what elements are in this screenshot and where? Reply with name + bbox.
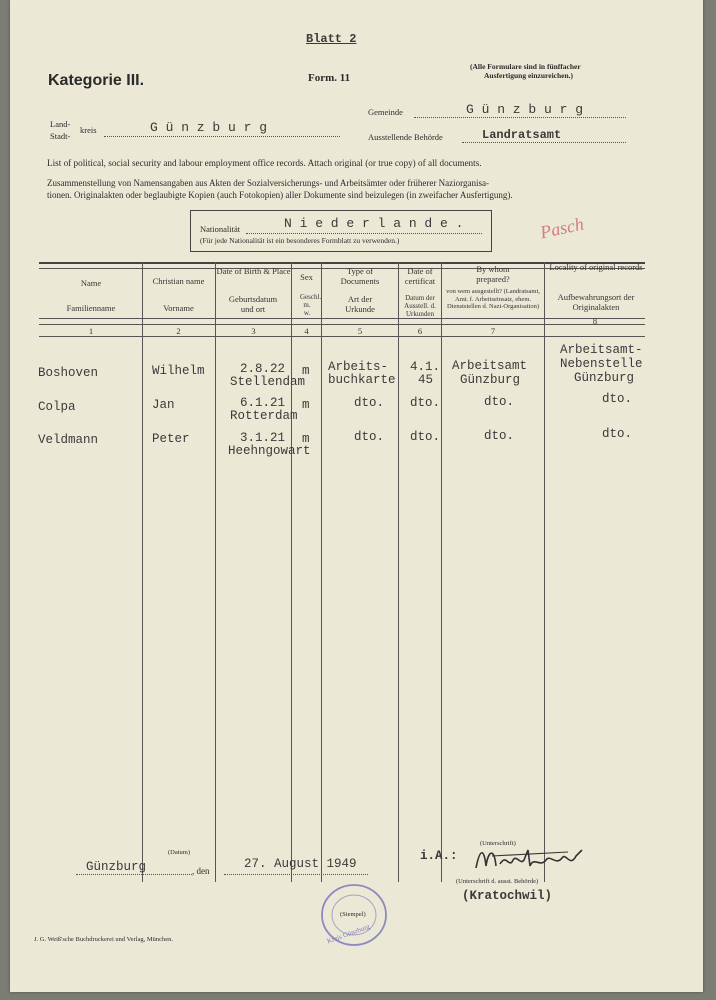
form-number: Form. 11 [308, 72, 351, 84]
stamp-text: Kreis Günzburg [325, 922, 371, 946]
col-first-de: Vorname [163, 303, 194, 313]
submission-note-2: Ausfertigung einzureichen.) [484, 71, 574, 80]
red-handwritten-mark: Pasch [538, 213, 586, 243]
row1-name: Boshoven [38, 366, 99, 380]
signature-subcaption: (Unterschrift d. ausst. Behörde) [456, 878, 539, 885]
row3-loc: dto. [602, 427, 633, 441]
row3-sex: m [302, 432, 310, 446]
row2-doc: dto. [354, 396, 385, 410]
col-locality-de: Aufbewahrungsort der Originalakten [557, 292, 635, 312]
col-date-num: 6 [417, 326, 423, 336]
row2-by: dto. [484, 395, 515, 409]
col-first-num: 2 [176, 326, 181, 336]
col-locality-num: 8 [592, 316, 598, 326]
col-sex-de: Geschl. m. w. [300, 293, 322, 317]
row2-birth-place: Rotterdam [230, 409, 298, 423]
col-date-de: Datum der Ausstell. d. Urkunden [404, 294, 436, 318]
row1-loc-1: Arbeitsamt- [560, 343, 643, 357]
row1-by-2: Günzburg [460, 373, 521, 387]
footer-ia: i.A.: [420, 849, 458, 863]
row3-by: dto. [484, 429, 515, 443]
footer-date: 27. August 1949 [244, 857, 357, 871]
row1-first: Wilhelm [152, 364, 205, 378]
behoerde-value: Landratsamt [482, 128, 562, 142]
col-first-en: Christian name [152, 276, 205, 286]
col-type-de: Art der Urkunde [345, 294, 375, 314]
row3-date: dto. [410, 430, 441, 444]
row2-sex: m [302, 398, 310, 412]
stamp-caption: (Stempel) [340, 911, 366, 918]
signer-name: (Kratochwil) [462, 889, 553, 903]
row2-name: Colpa [38, 400, 76, 414]
row2-date: dto. [410, 396, 441, 410]
row3-birth-date: 3.1.21 [240, 431, 286, 445]
col-type-num: 5 [357, 326, 363, 336]
col-type-en: Type of Documents [340, 266, 380, 286]
row2-loc: dto. [602, 392, 633, 406]
nationality-label: Nationalität [200, 224, 241, 234]
col-by-de: von wem ausgestellt? (Landratsamt, Amt. f. Arbeitseinsatz, ehem. Dienststellen d. Nazi-Organisation) [446, 288, 540, 310]
footer-den: , den [192, 866, 210, 876]
row3-doc: dto. [354, 430, 385, 444]
signature-caption: (Unterschrift) [480, 840, 516, 847]
gemeinde-label: Gemeinde [368, 107, 403, 117]
stadt-label: Stadt- [50, 131, 71, 141]
row1-date-2: 45 [418, 373, 434, 387]
behoerde-label: Ausstellende Behörde [368, 132, 443, 142]
intro-english: List of political, social security and labour employment office records. Attach original (or true copy) of all documents. [47, 158, 482, 168]
row1-loc-2: Nebenstelle [560, 357, 643, 371]
col-birth-num: 3 [251, 326, 256, 336]
row1-birth-date: 2.8.22 [240, 362, 286, 376]
row1-loc-3: Günzburg [574, 371, 635, 385]
col-birth-en: Date of Birth & Place [216, 266, 291, 276]
intro-german-1: Zusammenstellung von Namensangaben aus Akten der Sozialversicherungs- und Arbeitsämter oder früherer Naziorganisa- [47, 178, 489, 188]
row1-date-1: 4.1. [410, 360, 441, 374]
col-locality-en: Locality of original records [549, 262, 643, 272]
row1-doc-2: buchkarte [328, 373, 396, 387]
col-name-num: 1 [88, 326, 94, 336]
kreis-label: kreis [80, 125, 97, 135]
col-sex-num: 4 [304, 326, 309, 336]
row2-birth-date: 6.1.21 [240, 396, 286, 410]
col-by-num: 7 [490, 326, 496, 336]
category-title: Kategorie III. [48, 72, 145, 89]
land-label: Land- [50, 119, 71, 129]
sheet-number: Blatt 2 [306, 32, 357, 46]
row1-sex: m [302, 364, 310, 378]
row1-doc-1: Arbeits- [328, 360, 389, 374]
printer-credit: J. G. Weiß'sche Buchdruckerei und Verlag, München. [34, 936, 174, 943]
handwritten-signature [472, 842, 592, 876]
col-by-en: By whom prepared? [476, 264, 510, 284]
col-date-en: Date of certificat [404, 266, 436, 286]
intro-german-2: tionen. Originalakten oder beglaubigte Kopien (auch Fotokopien) aller Dokumente sind beizulegen (in zweifacher Ausfertigung). [47, 190, 513, 200]
date-caption: (Datum) [168, 849, 191, 856]
footer-place: Günzburg [86, 860, 147, 874]
row3-birth-place: Heehngowart [228, 444, 311, 458]
row1-birth-place: Stellendam [230, 375, 306, 389]
row1-by-1: Arbeitsamt [452, 359, 528, 373]
document-page [10, 0, 703, 992]
row2-first: Jan [152, 398, 175, 412]
col-birth-de: Geburtsdatum und ort [228, 294, 278, 314]
submission-note-1: (Alle Formulare sind in fünffacher [470, 62, 581, 71]
nationality-value: N i e d e r l a n d e . [284, 216, 464, 231]
col-sex-en: Sex [300, 272, 313, 282]
row3-first: Peter [152, 432, 190, 446]
col-name-en: Name [80, 278, 102, 288]
row3-name: Veldmann [38, 433, 99, 447]
nationality-note: (Für jede Nationalität ist ein besonderes Formblatt zu verwenden.) [200, 236, 400, 245]
col-name-de: Familienname [66, 303, 116, 313]
kreis-value: G ü n z b u r g [150, 120, 268, 135]
gemeinde-value: G ü n z b u r g [466, 102, 584, 117]
